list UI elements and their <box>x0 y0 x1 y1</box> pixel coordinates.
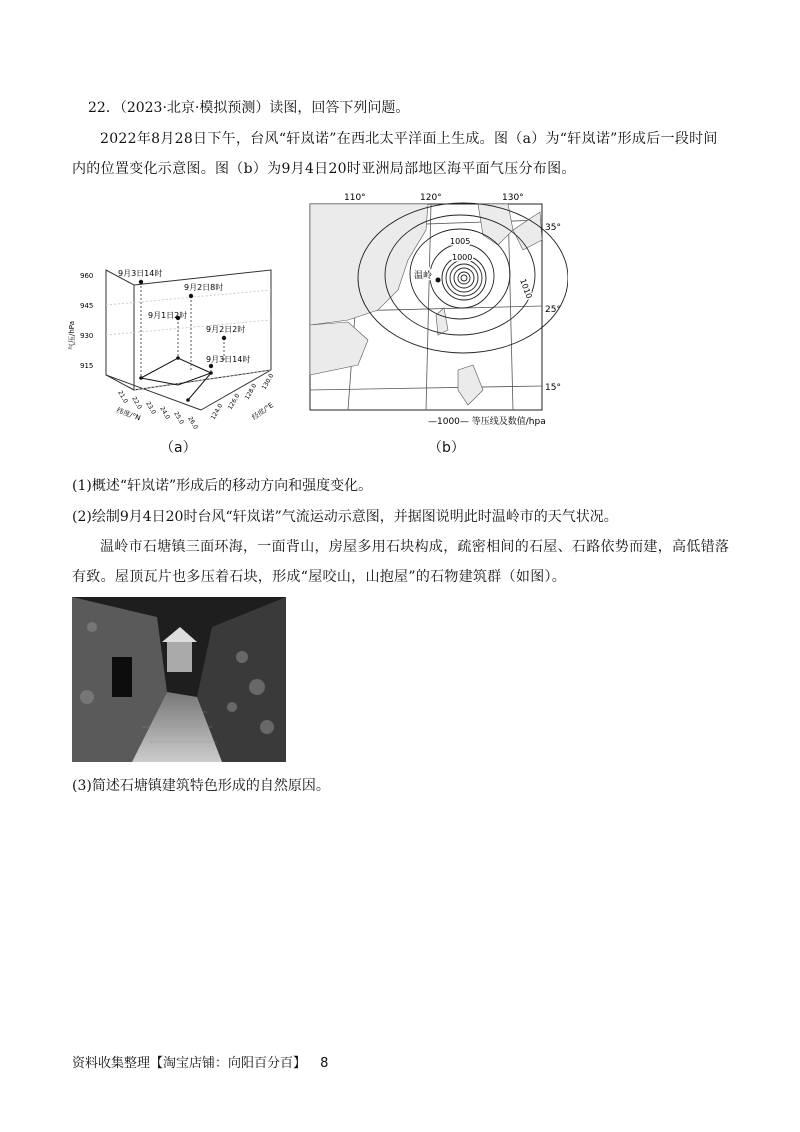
z-tick: 960 <box>80 272 94 280</box>
figure-a-caption: （a） <box>160 440 197 456</box>
isobar-label: 1000 <box>452 253 473 262</box>
question-header: 22．（2023·北京·模拟预测）读图，回答下列问题。 <box>88 100 410 116</box>
figure-b-caption: （b） <box>428 440 465 456</box>
y-tick: 130.0 <box>260 372 276 391</box>
z-tick: 915 <box>80 362 94 370</box>
point-label: 9月1日2时 <box>148 311 188 320</box>
x-axis-label: 纬度/°N <box>115 406 142 423</box>
x-tick: 24.0 <box>158 405 172 421</box>
footer-text: 资料收集整理【淘宝店铺：向阳百分百】 <box>72 1056 307 1071</box>
y-tick: 126.0 <box>226 392 242 411</box>
city-label: 温岭 <box>414 271 433 281</box>
point-label: 9月3日14时 <box>206 355 251 364</box>
x-tick: 26.0 <box>186 415 200 431</box>
question-3: (3)简述石塘镇建筑特色形成的自然原因。 <box>72 778 330 794</box>
point-label: 9月2日2时 <box>206 325 246 334</box>
lon-label: 120° <box>420 193 442 203</box>
stone-village-photo <box>72 597 286 762</box>
lat-label: 15° <box>545 383 561 393</box>
map-legend: —1000— 等压线及数值/hpa <box>428 417 546 427</box>
lat-label: 25° <box>545 305 561 315</box>
page-number: 8 <box>320 1056 329 1071</box>
point-label: 9月3日14时 <box>118 269 163 278</box>
lat-label: 35° <box>545 223 561 233</box>
x-tick: 22.0 <box>130 395 144 411</box>
lon-label: 130° <box>502 193 524 203</box>
figure-b-pressure-map <box>308 190 568 430</box>
z-axis-label: 气压/hPa <box>68 321 76 350</box>
x-tick: 23.0 <box>144 400 158 416</box>
question-1: (1)概述“轩岚诺”形成后的移动方向和强度变化。 <box>72 478 373 494</box>
y-axis-label: 经度/°E <box>250 401 276 422</box>
z-tick: 930 <box>80 332 94 340</box>
footer <box>72 1052 328 1071</box>
question-intro: 2022年8月28日下午，台风“轩岚诺”在西北太平洋面上生成。图（a）为“轩岚诺”形成后一段时间内的位置变化示意图。图（b）为9月4日20时亚洲局部地区海平面气压分布图。 <box>72 131 718 177</box>
y-tick: 128.0 <box>243 382 259 401</box>
lon-label: 110° <box>344 193 366 203</box>
isobar-label: 1005 <box>450 237 471 246</box>
z-tick: 945 <box>80 302 94 310</box>
city-marker <box>436 278 441 283</box>
passage: 温岭市石塘镇三面环海，一面背山，房屋多用石块构成，疏密相间的石屋、石路依势而建，高低错落有致。屋顶瓦片也多压着石块，形成“屋咬山，山抱屋”的石物建筑群（如图）。 <box>72 539 730 585</box>
x-tick: 25.0 <box>172 410 186 426</box>
x-tick: 21.0 <box>116 389 130 405</box>
point-label: 9月2日8时 <box>184 283 224 292</box>
question-2: (2)绘制9月4日20时台风“轩岚诺”气流运动示意图，并据图说明此时温岭市的天气状况。 <box>72 509 618 525</box>
photo-illustration <box>72 597 286 762</box>
y-tick: 124.0 <box>209 402 225 421</box>
figure-a-3d-plot <box>66 260 306 460</box>
isobar-label: 1010 <box>518 277 534 300</box>
